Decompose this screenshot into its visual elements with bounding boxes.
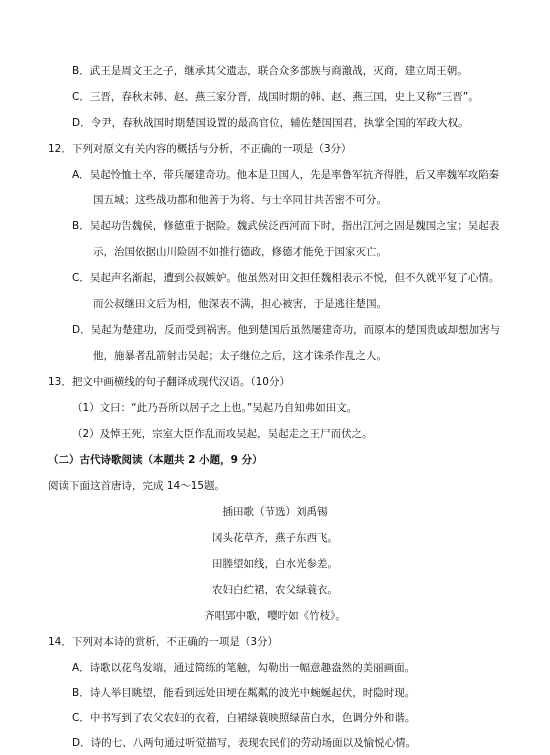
q11-option-c: C．三晋，春秋末韩、赵、燕三家分晋，战国时期的韩、赵、燕三国，史上又称“三晋”。	[72, 91, 479, 103]
q13-sentence-2: （2）及悼王死，宗室大臣作乱而攻吴起，吴起走之王尸而伏之。	[72, 428, 373, 440]
q12-stem: 12．下列对原文有关内容的概括与分析，不正确的一项是（3分）	[48, 143, 352, 155]
q13-sentence-1: （1）文曰：“此乃吾所以居子之上也。”吴起乃自知弗如田文。	[72, 402, 358, 414]
q12-option-d-line2: 他，施暴者乱箭射击吴起；太子继位之后，这才诛杀作乱之人。	[93, 350, 387, 362]
q14-option-a: A．诗歌以花鸟发端，通过简练的笔触，勾勒出一幅意趣盎然的美丽画面。	[72, 662, 416, 674]
q13-stem: 13．把文中画横线的句子翻译成现代汉语。（10分）	[48, 376, 290, 388]
watermark: ·	[453, 39, 460, 51]
q14-stem: 14．下列对本诗的赏析，不正确的一项是（3分）	[48, 636, 279, 648]
poem-line-3: 农妇白纻裙，农父绿蓑衣。	[212, 584, 338, 596]
section-2-title: （二）古代诗歌阅读（本题共 2 小题，9 分）	[48, 454, 263, 466]
q14-option-b: B．诗人举目眺望，能看到远处田埂在粼粼的波光中蜿蜒起伏，时隐时现。	[72, 687, 416, 699]
q12-option-d-line1: D．吴起为楚建功，反而受到祸害。他到楚国后虽然屡建奇功，而原本的楚国贵戚却想加害与	[72, 324, 501, 336]
q12-option-a-line2: 国五城；这些战功都和他善于为将、与士卒同甘共苦密不可分。	[93, 194, 387, 206]
q11-option-d: D．令尹，春秋战国时期楚国设置的最高官位，辅佐楚国国君，执掌全国的军政大权。	[72, 117, 469, 129]
poem-title: 插田歌（节选）刘禹锡	[222, 506, 328, 518]
poem-line-4: 齐唱郢中歌，嘤咛如《竹枝》。	[204, 610, 346, 622]
q12-option-b-line1: B．吴起功告魏侯，修德重于据险。魏武侯泛西河而下时，指出江河之固是魏国之宝；吴起表	[72, 220, 500, 232]
q12-option-c-line2: 而公叔继田文后为相，他深表不满，担心被害，于是逃往楚国。	[93, 298, 387, 310]
q12-option-c-line1: C．吴起声名渐起，遭到公叔嫉妒。他虽然对田文担任魏相表示不悦，但不久就平复了心情。	[72, 272, 500, 284]
q14-option-c: C．中书写到了农父农妇的衣着，白裙绿蓑映照绿苗白水，色调分外和谐。	[72, 712, 416, 724]
q11-option-b: B．武王是周文王之子，继承其父遗志，联合众多部族与商激战，灭商，建立周王朝。	[72, 65, 468, 77]
q14-option-d: D．诗的七、八两句通过听觉描写，表现农民们的劳动场面以及愉悦心情。	[72, 737, 417, 749]
poem-line-1: 冈头花草齐，燕子东西飞。	[212, 532, 338, 544]
q12-option-a-line1: A．吴起怜恤士卒，带兵屡建奇功。他本是卫国人，先是率鲁军抗齐得胜，后又率魏军攻陷秦	[72, 169, 500, 181]
poem-intro: 阅读下面这首唐诗，完成 14～15题。	[48, 480, 226, 492]
poem-line-2: 田塍望如线，白水光参差。	[212, 558, 338, 570]
q12-option-b-line2: 示，治国依据山川险固不如推行德政，修德才能免于国家灭亡。	[93, 246, 387, 258]
